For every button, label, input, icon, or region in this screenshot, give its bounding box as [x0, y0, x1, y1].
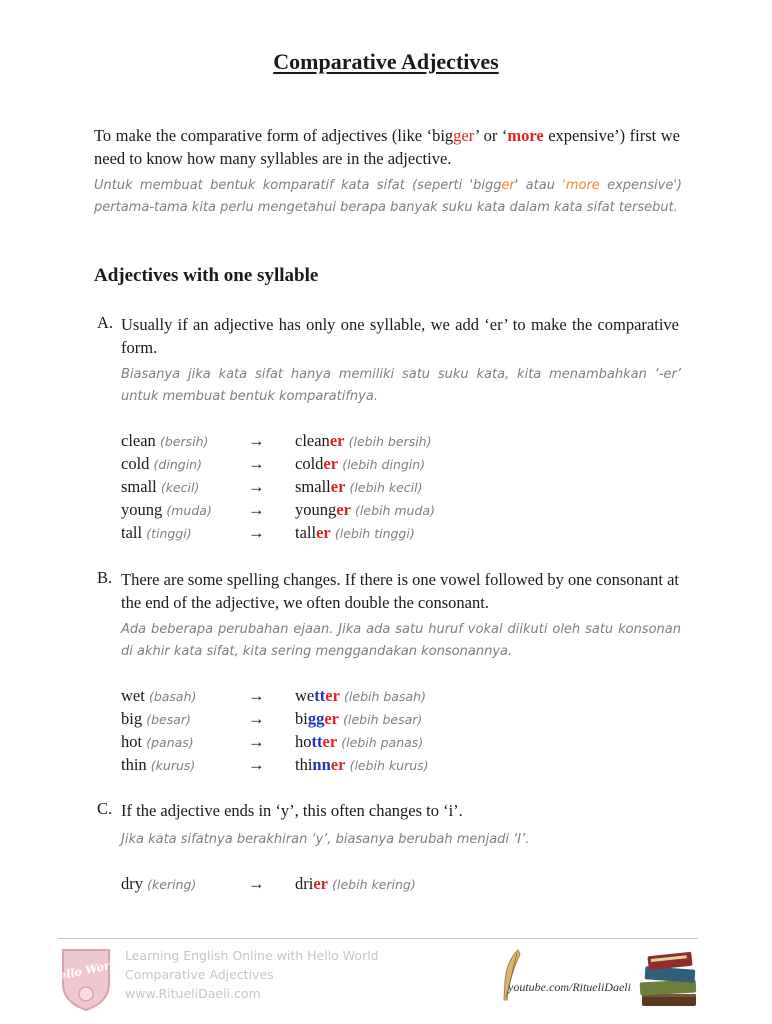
page-title: Comparative Adjectives [273, 49, 499, 74]
base-translation: (kering) [147, 877, 197, 892]
base-translation: (tinggi) [146, 526, 192, 541]
item-b-text: There are some spelling changes. If there is one vowel followed by one consonant at the end of the adjective, we often double the consonant. [121, 570, 679, 612]
base-word: small [121, 477, 157, 496]
comparative-translation: (lebih kecil) [349, 480, 423, 495]
comparative-suffix: er [322, 732, 338, 751]
comparative-adjective [295, 755, 429, 775]
comparative-adjective [295, 454, 425, 474]
base-adjective [121, 755, 195, 775]
base-word: clean [121, 431, 156, 450]
section-heading: Adjectives with one syllable [94, 265, 319, 286]
intro-indonesian: Untuk membuat bentuk komparatif kata sifat (seperti 'bigger' atau 'more expensive') pertama-tama kita perlu mengetahui berapa banyak suku kata dalam kata sifat tersebut. [94, 178, 682, 215]
word-row [121, 477, 681, 500]
comparative-stem: small [295, 477, 331, 496]
item-a-translation: Biasanya jika kata sifat hanya memiliki satu suku kata, kita menambahkan ‘-er’ untuk membuat bentuk komparatifnya. [121, 367, 681, 404]
base-translation: (kurus) [150, 758, 196, 773]
footer-text [125, 946, 379, 1003]
base-adjective [121, 477, 199, 497]
doubled-consonant: nn [312, 755, 331, 774]
comparative-suffix: er [323, 454, 339, 473]
base-adjective [121, 732, 194, 752]
comparative-adjective [295, 732, 423, 752]
comparative-stem: clean [295, 431, 330, 450]
comparative-suffix: er [324, 709, 339, 728]
comparative-stem: dri [295, 874, 314, 893]
footer-line-1: Learning English Online with Hello World [125, 948, 379, 963]
base-translation: (kecil) [160, 480, 200, 495]
word-row [121, 709, 681, 732]
comparative-translation: (lebih kering) [332, 877, 416, 892]
comparative-stem: ho [295, 732, 312, 751]
base-word: cold [121, 454, 150, 473]
base-word: hot [121, 732, 143, 751]
comparative-adjective [295, 709, 422, 729]
comparative-stem: thi [295, 755, 313, 774]
word-row [121, 686, 681, 709]
base-word: wet [121, 686, 145, 705]
comparative-adjective [295, 523, 415, 543]
comparative-suffix: er [313, 874, 328, 893]
base-translation: (bersih) [159, 434, 209, 449]
word-row [121, 755, 681, 778]
arrow-icon: → [248, 686, 265, 705]
base-word: young [121, 500, 163, 519]
logo-text: Hello World [48, 956, 123, 985]
arrow-icon: → [248, 454, 265, 473]
comparative-suffix: er [325, 686, 340, 705]
doubled-consonant: tt [311, 732, 323, 751]
highlight-er-translation: er [501, 178, 515, 193]
comparative-translation: (lebih dingin) [342, 457, 426, 472]
youtube-link[interactable]: youtube.com/RitueliDaeli [508, 980, 631, 994]
base-word: thin [121, 755, 147, 774]
base-adjective [121, 709, 191, 729]
item-c-translation: Jika kata sifatnya berakhiran ‘y’, biasanya berubah menjadi ‘I’. [121, 832, 530, 847]
base-adjective [121, 500, 212, 520]
word-row [121, 874, 681, 897]
item-b-letter: B. [97, 568, 113, 587]
footer-line-2: Comparative Adjectives [125, 967, 274, 982]
arrow-icon: → [248, 500, 265, 519]
highlight-more-translation: 'more [562, 178, 600, 193]
base-adjective [121, 454, 202, 474]
books-icon [636, 948, 702, 1010]
word-row [121, 523, 681, 546]
doubled-consonant: gg [307, 709, 325, 728]
comparative-adjective [295, 686, 426, 706]
base-translation: (besar) [146, 712, 191, 727]
footer-divider [58, 938, 698, 939]
item-c-text: If the adjective ends in ‘y’, this often changes to ‘i’. [121, 801, 463, 820]
base-word: big [121, 709, 143, 728]
comparative-adjective [295, 874, 416, 894]
arrow-icon: → [248, 477, 265, 496]
word-row [121, 431, 681, 454]
base-adjective [121, 523, 192, 543]
comparative-translation: (lebih besar) [343, 712, 423, 727]
comparative-translation: (lebih kurus) [349, 758, 429, 773]
word-row [121, 500, 681, 523]
comparative-translation: (lebih muda) [355, 503, 435, 518]
base-translation: (basah) [148, 689, 197, 704]
arrow-icon: → [248, 431, 265, 450]
base-translation: (dingin) [153, 457, 202, 472]
arrow-icon: → [248, 874, 265, 893]
base-adjective [121, 874, 196, 894]
arrow-icon: → [248, 755, 265, 774]
comparative-stem: tall [295, 523, 317, 542]
highlight-er: ger [453, 126, 475, 145]
arrow-icon: → [248, 732, 265, 751]
arrow-icon: → [248, 523, 265, 542]
highlight-more: more [507, 126, 544, 145]
base-adjective [121, 431, 208, 451]
item-b-translation: Ada beberapa perubahan ejaan. Jika ada satu huruf vokal diikuti oleh satu konsonan di akhir kata sifat, kita sering menggandakan konsonannya. [121, 622, 681, 659]
base-word: tall [121, 523, 143, 542]
intro-english: To make the comparative form of adjectives (like ‘bigger’ or ‘more expensive’) first we need to know how many syllables are in the adjective. [94, 126, 680, 168]
comparative-suffix: er [316, 523, 331, 542]
comparative-stem: young [295, 500, 337, 519]
comparative-stem: bi [295, 709, 308, 728]
comparative-translation: (lebih panas) [341, 735, 424, 750]
word-row [121, 732, 681, 755]
comparative-translation: (lebih tinggi) [334, 526, 415, 541]
item-a-letter: A. [97, 313, 114, 332]
comparative-stem: we [295, 686, 315, 705]
footer-website-link[interactable]: www.RitueliDaeli.com [125, 986, 261, 1001]
comparative-adjective [295, 500, 435, 520]
item-a-text: Usually if an adjective has only one syllable, we add ‘er’ to make the comparative form. [121, 315, 679, 357]
comparative-translation: (lebih basah) [344, 689, 426, 704]
base-translation: (panas) [146, 735, 194, 750]
comparative-adjective [295, 477, 423, 497]
base-word: dry [121, 874, 143, 893]
doubled-consonant: tt [314, 686, 326, 705]
comparative-suffix: er [329, 431, 345, 450]
base-translation: (muda) [166, 503, 212, 518]
comparative-suffix: er [336, 500, 351, 519]
comparative-suffix: er [330, 477, 346, 496]
comparative-translation: (lebih bersih) [348, 434, 432, 449]
comparative-adjective [295, 431, 432, 451]
hello-world-logo [48, 944, 123, 1012]
arrow-icon: → [248, 709, 265, 728]
comparative-stem: cold [295, 454, 324, 473]
comparative-suffix: er [330, 755, 346, 774]
item-c-letter: C. [97, 799, 113, 818]
base-adjective [121, 686, 196, 706]
word-row [121, 454, 681, 477]
